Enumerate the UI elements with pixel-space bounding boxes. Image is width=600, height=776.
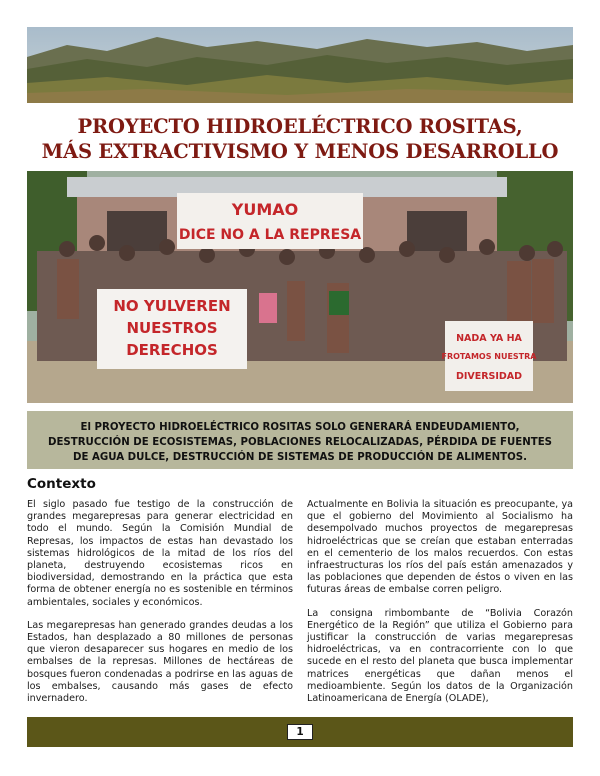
banner-left-line-2: NUESTROS <box>126 319 218 337</box>
document-title <box>27 114 573 164</box>
summary-box <box>27 411 573 469</box>
banner-right-line-2: FROTAMOS NUESTRA <box>441 352 537 361</box>
banner-right-line-1: NADA YA HA <box>456 333 522 344</box>
summary-line-1: El PROYECTO HIDROELÉCTRICO ROSITAS SOLO GENERARÁ ENDEUDAMIENTO, <box>80 422 520 433</box>
paragraph: La consigna rimbombante de “Bolivia Corazón Energético de la Región” que utiliza el Gobierno para justificar la construcción de varias megarepresas hidroeléctricas, va en contracorriente con lo que sucede en el resto del planeta que busca implementar matrices energéticas que dañan menos el medioambiente. Según los datos de la Organización Latinoamericana de Energía (OLADE), <box>307 607 573 705</box>
banner-right-line-3: DIVERSIDAD <box>455 371 523 382</box>
section-heading-contexto: Contexto <box>27 476 96 492</box>
paragraph: Las megarepresas han generado grandes deudas a los Estados, han desplazado a 80 millones de personas que vieron desaparecer sus hogares en medio de los embalses de la represas. Millones de hectáreas de bosques fueron condenadas a podrirse en las aguas de los embalses, causando más gases de efecto invernadero. <box>27 619 293 705</box>
left-column <box>27 499 293 716</box>
title-line-1: PROYECTO HIDROELÉCTRICO ROSITAS, <box>77 115 523 138</box>
banner-left-line-3: DERECHOS <box>126 341 218 359</box>
banner-left-line-1: NO YULVEREN <box>113 297 231 315</box>
protest-photo <box>27 171 573 403</box>
summary-line-2: DESTRUCCIÓN DE ECOSISTEMAS, POBLACIONES RELOCALIZADAS, PÉRDIDA DE FUENTES <box>48 437 552 448</box>
right-column <box>307 499 573 716</box>
banner-yumao: YUMAO <box>231 200 299 219</box>
summary-line-3: DE AGUA DULCE, DESTRUCCIÓN DE SISTEMAS DE PRODUCCIÓN DE ALIMENTOS. <box>73 452 527 463</box>
title-line-2: MÁS EXTRACTIVISMO Y MENOS DESARROLLO <box>41 140 559 163</box>
header-landscape-image <box>27 27 573 103</box>
banner-dice-no: DICE NO A LA REPRESA <box>178 227 362 243</box>
page-number: 1 <box>287 724 313 740</box>
paragraph: El siglo pasado fue testigo de la construcción de grandes megarepresas para generar electricidad en todo el mundo. Según la Comisión Mundial de Represas, los impactos de estas han devastado los sistemas hidrológicos de la mitad de los ríos del planeta, destruyendo ecosistemas ricos en biodiversidad, demostrando en la práctica que esta forma de obtener energía no es sostenible en términos ambientales, sociales y económicos. <box>27 499 293 608</box>
paragraph: Actualmente en Bolivia la situación es preocupante, ya que el gobierno del Movimiento al Socialismo ha desempolvado muchos proyectos de megarepresas hidroeléctricas que se creían que estaban enterradas en el cementerio de los malos recuerdos. Con estas infraestructuras los ríos del país están amenazados y las poblaciones que dependen de éstos o viven en las futuras áreas de embalse corren peligro. <box>307 499 573 596</box>
